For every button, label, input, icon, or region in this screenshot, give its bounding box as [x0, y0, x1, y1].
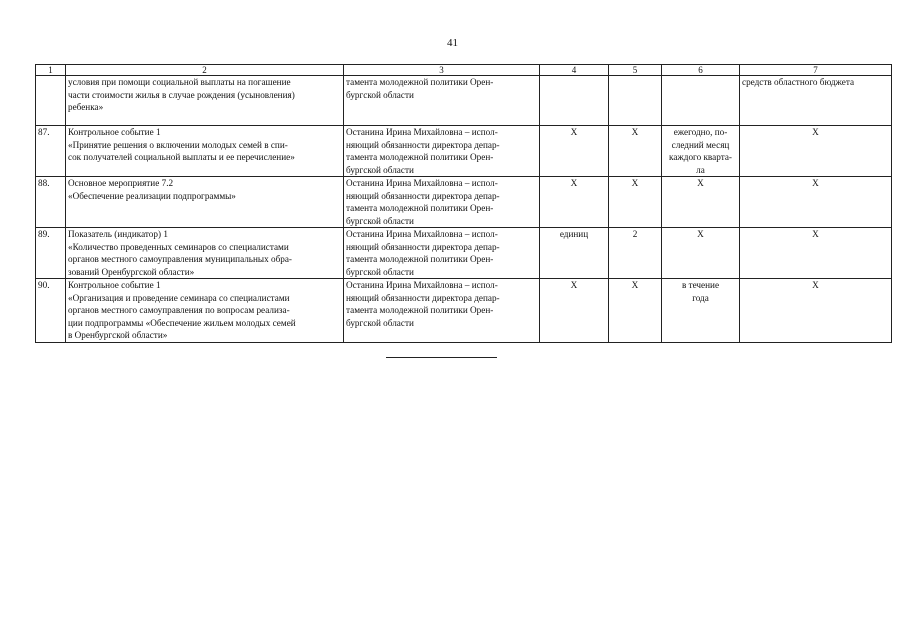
header-cell: 4: [540, 65, 609, 76]
source-cell: средств областного бюджета: [740, 76, 892, 126]
responsible-line: Останина Ирина Михайловна – испол-: [346, 280, 498, 290]
c6-line: следний месяц: [671, 139, 730, 150]
description-line: органов местного самоуправления муниципальных обра-: [68, 254, 292, 264]
description-line: «Количество проведенных семинаров со специалистами: [68, 241, 289, 252]
value-cell: Х: [609, 126, 662, 177]
responsible-line: няющий обязанности директора депар-: [346, 292, 500, 303]
deadline-cell: [662, 177, 740, 228]
table-header-row: [36, 65, 892, 76]
c6-line: в течение: [681, 280, 720, 290]
row-number-cell: [36, 76, 66, 126]
c6-line: года: [692, 292, 709, 303]
header-cell: 1: [36, 65, 66, 76]
description-line: органов местного самоуправления по вопросам реализа-: [68, 305, 290, 315]
row-number-cell: 88.: [36, 177, 66, 228]
table-row: [36, 177, 892, 228]
description-line: ции подпрограммы «Обеспечение жильем молодых семей: [68, 317, 296, 328]
source-cell: Х: [740, 126, 892, 177]
document-table: [35, 64, 892, 343]
description-line: Показатель (индикатор) 1: [68, 229, 168, 239]
responsible-line: Останина Ирина Михайловна – испол-: [346, 178, 498, 188]
description-line: Контрольное событие 1: [68, 127, 161, 137]
source-cell: Х: [740, 279, 892, 343]
description-line: части стоимости жилья в случае рождения (усыновления): [68, 89, 295, 100]
responsible-line: бургской области: [346, 215, 414, 226]
description-line: сок получателей социальной выплаты и ее перечисление»: [68, 152, 295, 162]
header-cell: 2: [66, 65, 344, 76]
description-cell: [66, 228, 344, 279]
deadline-cell: [662, 126, 740, 177]
description-line: «Принятие решения о включении молодых семей в спи-: [68, 139, 288, 150]
description-cell: [66, 177, 344, 228]
table-row: [36, 76, 892, 126]
responsible-cell: [344, 177, 540, 228]
description-cell: [66, 76, 344, 126]
responsible-line: тамента молодежной политики Орен-: [346, 254, 494, 264]
responsible-cell: [344, 76, 540, 126]
table-row: [36, 279, 892, 343]
row-number-cell: 89.: [36, 228, 66, 279]
responsible-line: няющий обязанности директора депар-: [346, 139, 500, 150]
unit-cell: Х: [540, 177, 609, 228]
description-line: Основное мероприятие 7.2: [68, 178, 174, 188]
description-line: условия при помощи социальной выплаты на погашение: [68, 77, 291, 87]
header-cell: 7: [740, 65, 892, 76]
responsible-line: бургской области: [346, 89, 414, 100]
unit-cell: Х: [540, 126, 609, 177]
description-cell: [66, 279, 344, 343]
table-row: [36, 228, 892, 279]
value-cell: Х: [609, 177, 662, 228]
description-line: «Организация и проведение семинара со специалистами: [68, 292, 290, 303]
responsible-cell: [344, 228, 540, 279]
c6-line: ежегодно, по-: [673, 127, 728, 137]
separator-line: [386, 357, 497, 358]
c6-line: ла: [696, 164, 705, 175]
deadline-cell: [662, 76, 740, 126]
responsible-line: бургской области: [346, 164, 414, 175]
responsible-line: тамента молодежной политики Орен-: [346, 77, 494, 87]
unit-cell: Х: [540, 279, 609, 343]
responsible-line: тамента молодежной политики Орен-: [346, 305, 494, 315]
table-row: [36, 126, 892, 177]
responsible-line: тамента молодежной политики Орен-: [346, 203, 494, 213]
description-cell: [66, 126, 344, 177]
source-cell: Х: [740, 228, 892, 279]
row-number-cell: 90.: [36, 279, 66, 343]
value-cell: [609, 76, 662, 126]
source-cell: Х: [740, 177, 892, 228]
header-cell: 6: [662, 65, 740, 76]
header-cell: 5: [609, 65, 662, 76]
responsible-cell: [344, 279, 540, 343]
responsible-line: бургской области: [346, 317, 414, 328]
description-line: ребенка»: [68, 102, 104, 112]
deadline-cell: [662, 279, 740, 343]
unit-cell: единиц: [540, 228, 609, 279]
page-number: 41: [447, 37, 458, 49]
header-cell: 3: [344, 65, 540, 76]
description-line: зований Оренбургской области»: [68, 266, 195, 277]
c6-line: каждого кварта-: [669, 152, 732, 162]
responsible-line: няющий обязанности директора депар-: [346, 241, 500, 252]
responsible-cell: [344, 126, 540, 177]
value-cell: 2: [609, 228, 662, 279]
responsible-line: Останина Ирина Михайловна – испол-: [346, 229, 498, 239]
unit-cell: [540, 76, 609, 126]
value-cell: Х: [609, 279, 662, 343]
responsible-line: тамента молодежной политики Орен-: [346, 152, 494, 162]
c6-line: Х: [697, 178, 704, 188]
responsible-line: няющий обязанности директора депар-: [346, 190, 500, 201]
description-line: Контрольное событие 1: [68, 280, 161, 290]
responsible-line: Останина Ирина Михайловна – испол-: [346, 127, 498, 137]
deadline-cell: [662, 228, 740, 279]
description-line: в Оренбургской области»: [68, 330, 168, 340]
description-line: «Обеспечение реализации подпрограммы»: [68, 190, 236, 201]
row-number-cell: 87.: [36, 126, 66, 177]
c6-line: Х: [697, 229, 704, 239]
responsible-line: бургской области: [346, 266, 414, 277]
